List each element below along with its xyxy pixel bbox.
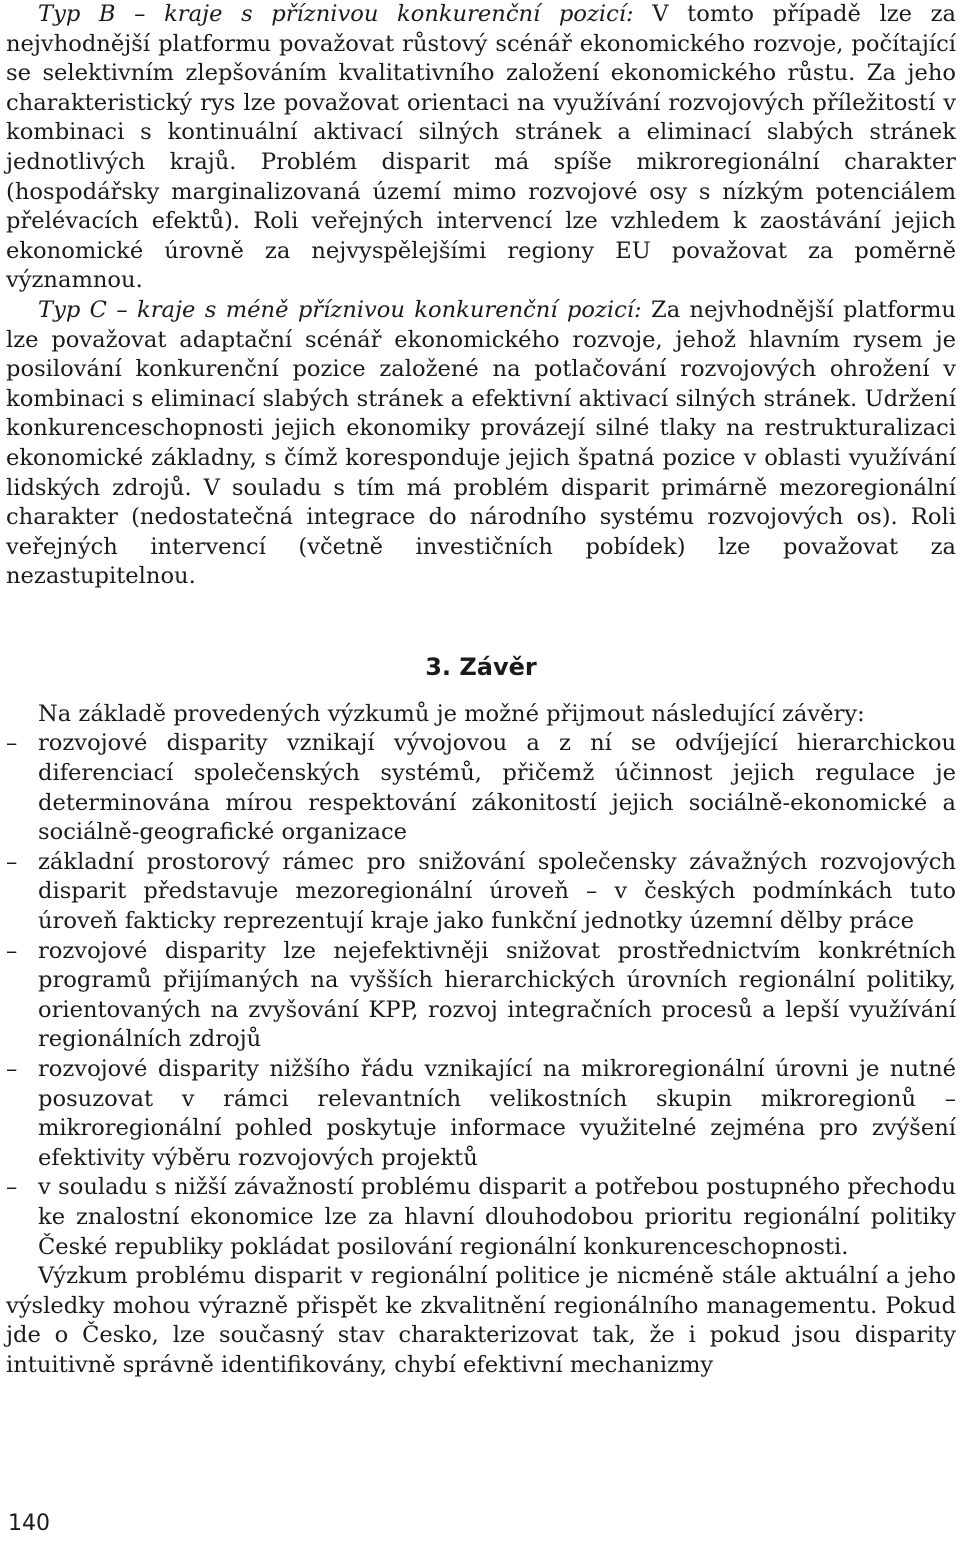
- list-item-text: rozvojové disparity nižšího řádu vznikající na mikroregionální úrovni je nutné posuzovat v rámci relevantních velikostních skupin mikroregionů – mikroregionální pohled poskytuje informace využitelné zejména pro zvýšení efektivity výběru rozvojových projektů: [38, 1056, 956, 1171]
- type-b-label: Typ B – kraje s příznivou konkurenční pozicí:: [38, 1, 634, 27]
- list-item-text: rozvojové disparity vznikají vývojovou a z ní se odvíjející hierarchickou diferenciací společenských systémů, přičemž účinnost jejich regulace je determinována mírou respektování zákonitostí jejich sociálně-ekonomické a sociálně-geografické organizace: [38, 730, 956, 846]
- type-c-label: Typ C – kraje s méně příznivou konkurenční pozicí:: [38, 296, 642, 323]
- list-item: [6, 848, 956, 937]
- type-b-text: V tomto případě lze za nejvhodnější platformu považovat růstový scénář ekonomického rozvoje, počítající se selektivním zlepšováním kvalitativního založení ekonomického růstu. Za jeho charakteristický rys lze považovat orientaci na využívání rozvojových příležitostí v kombinaci s kontinuální aktivací silných stránek a eliminací slabých stránek jednotlivých krajů. Problém disparit má spíše mikroregionální charakter (hospodářsky marginalizovaná území mimo rozvojové osy s nízkým potenciálem přelévacích efektů). Roli veřejných intervencí lze vzhledem k zaostávání jejich ekonomické úrovně za nejvyspělejšími regiony EU považovat za poměrně významnou.: [6, 1, 956, 294]
- list-item: [6, 937, 956, 1055]
- list-item-text: v souladu s nižší závažností problému disparit a potřebou postupného přechodu ke znalostní ekonomice lze za hlavní dlouhodobou prioritu regionální politiky České republiky pokládat posilování regionální konkurenceschopnosti.: [38, 1174, 956, 1260]
- section-heading: 3. Závěr: [425, 652, 537, 681]
- conclusion-list: [6, 729, 956, 1262]
- dash-marker: –: [6, 937, 18, 964]
- list-item-text: rozvojové disparity lze nejefektivněji snižovat prostřednictvím konkrétních programů přijímaných na vyšších hierarchických úrovních regionální politiky, orientovaných na zvyšování KPP, rozvoj integračních procesů a lepší využívání regionálních zdrojů: [38, 937, 956, 1053]
- page-number: 140: [8, 1511, 50, 1536]
- type-c-text: Za nejvhodnější platformu lze považovat adaptační scénář ekonomického rozvoje, jehož hlavním rysem je posilování konkurenční pozice založené na potlačování rozvojových ohrožení v kombinaci s eliminací slabých stránek a efektivní aktivací silných stránek. Udržení konkurenceschopnosti jejich ekonomiky provázejí silné tlaky na restrukturalizaci ekonomické základny, s čímž koresponduje jejich špatná pozice v oblasti využívání lidských zdrojů. V souladu s tím má problém disparit primárně mezoregionální charakter (nedostatečná integrace do národního systému rozvojových os). Roli veřejných intervencí (včetně investičních pobídek) lze považovat za nezastupitelnou.: [6, 296, 956, 590]
- type-c-paragraph: [6, 296, 956, 592]
- document-page: [6, 0, 956, 1381]
- closing-paragraph: Výzkum problému disparit v regionální politice je nicméně stále aktuální a jeho výsledky mohou výrazně přispět ke zkvalitnění regionálního managementu. Pokud jde o Česko, lze současný stav charakterizovat tak, že i pokud jsou disparity intuitivně správně identifikovány, chybí efektivní mechanizmy: [6, 1263, 956, 1378]
- dash-marker: –: [6, 1056, 18, 1082]
- list-item-text: základní prostorový rámec pro snižování společensky závažných rozvojových disparit představuje mezoregionální úroveň – v českých podmínkách tuto úroveň fakticky reprezentují kraje jako funkční jednotky územní dělby práce: [38, 848, 956, 935]
- list-item: [6, 1173, 956, 1262]
- list-item: [6, 729, 956, 847]
- dash-marker: –: [6, 848, 18, 875]
- list-item: [6, 1055, 956, 1173]
- conclusion-intro: Na základě provedených výzkumů je možné přijmout následující závěry:: [38, 700, 865, 727]
- dash-marker: –: [6, 730, 18, 757]
- type-b-paragraph: [6, 0, 956, 296]
- dash-marker: –: [6, 1174, 18, 1201]
